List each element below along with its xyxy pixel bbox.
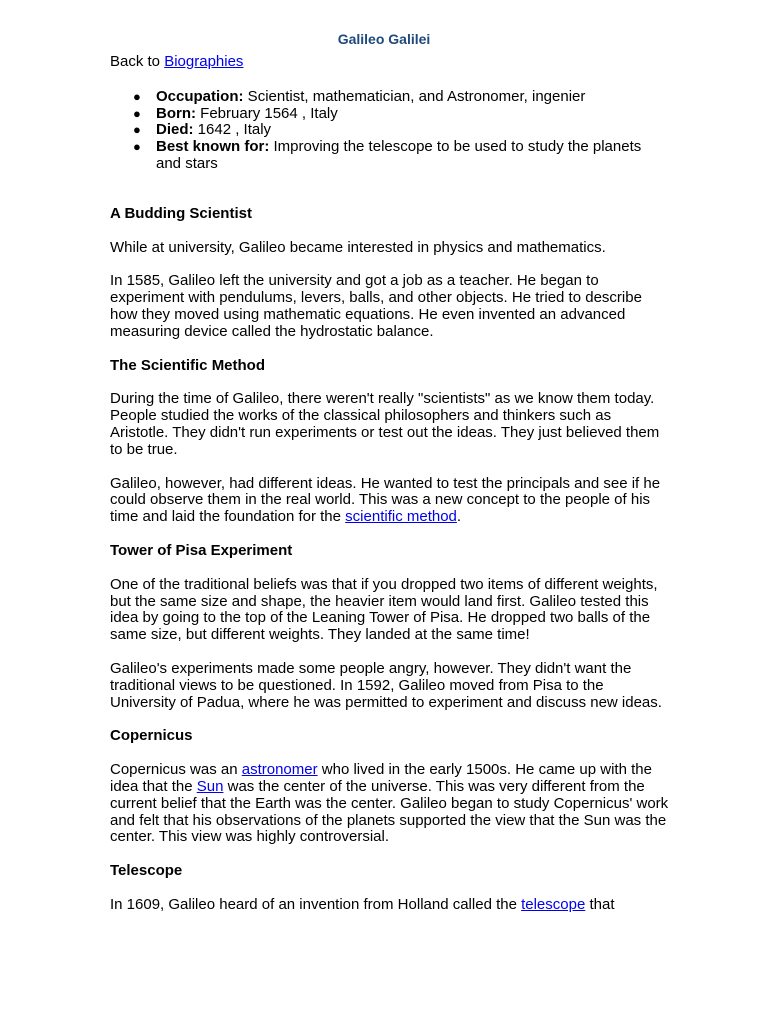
section-heading: Copernicus (110, 727, 193, 745)
document-body (110, 54, 670, 914)
list-item (133, 138, 670, 173)
fact-label: Born: (156, 104, 196, 122)
fact-value: Improving the telescope to be used to study the planets and stars (156, 138, 642, 172)
section-heading: A Budding Scientist (110, 204, 252, 222)
paragraph: During the time of Galileo, there weren't really "scientists" as we know them today. People studied the works of the classical philosophers and thinkers such as Aristotle. They didn't run experiments or test out the ideas. They just believed them to be true. (110, 390, 660, 458)
section-heading: The Scientific Method (110, 356, 266, 374)
fact-label: Best known for: (156, 138, 270, 156)
fact-value: Scientist, mathematician, and Astronomer, ingenier (243, 87, 586, 105)
paragraph: While at university, Galileo became interested in physics and mathematics. (110, 238, 606, 256)
bullet-icon: ● (133, 122, 141, 138)
sun-link[interactable]: Sun (196, 777, 224, 795)
paragraph (110, 897, 670, 914)
telescope-link[interactable]: telescope (521, 895, 586, 913)
list-item (133, 104, 670, 123)
fact-label: Died: (156, 121, 194, 139)
section-heading: Telescope (110, 862, 183, 880)
fact-value: February 1564 , Italy (196, 104, 338, 122)
paragraph (110, 476, 670, 526)
paragraph-text: that (585, 895, 615, 913)
paragraph-text: was the center of the universe. This was very different from the current belief that the Earth was the center. Galileo began to study Copernicus' work and felt that his observations of the planets supported the view that the Sun was the center. This view was highly controversial. (110, 777, 669, 846)
fact-value: 1642 , Italy (193, 121, 272, 139)
paragraph-text: . (456, 508, 462, 526)
paragraph-text: Galileo, however, had different ideas. He wanted to test the principals and see if he could observe them in the real world. This was a new concept to the people of his time and laid the foundation for the (110, 474, 661, 526)
back-prefix: Back to (110, 53, 165, 70)
back-line (110, 54, 670, 71)
paragraph: One of the traditional beliefs was that if you dropped two items of different weights, but the same size and shape, the heavier item would land first. Galileo tested this idea by going to the top of the Leaning Tower of Pisa. He dropped two balls of the same size, but different weights. They landed at the same time! (110, 575, 658, 644)
paragraph: In 1585, Galileo left the university and got a job as a teacher. He began to experiment with pendulums, levers, balls, and other objects. He tried to describe how they moved using mathematic equations. He even invented an advanced measuring device called the hydrostatic balance. (110, 272, 642, 340)
list-item (133, 121, 670, 139)
page-title: Galileo Galilei (337, 31, 431, 47)
scientific-method-link[interactable]: scientific method (345, 508, 457, 526)
astronomer-link[interactable]: astronomer (241, 761, 318, 779)
biographies-link[interactable]: Biographies (164, 53, 244, 70)
section-heading: Tower of Pisa Experiment (110, 541, 293, 559)
paragraph-text: In 1609, Galileo heard of an invention from Holland called the (110, 895, 522, 913)
bullet-icon: ● (133, 139, 141, 155)
paragraph: Galileo's experiments made some people angry, however. They didn't want the traditional views to be questioned. In 1592, Galileo moved from Pisa to the University of Padua, where he was permitted to experiment and discuss new ideas. (110, 659, 662, 711)
facts-list (110, 89, 670, 173)
bullet-icon: ● (133, 105, 141, 121)
paragraph-text: who lived in the early 1500s. He came up with the idea that the (110, 761, 652, 795)
bullet-icon: ● (133, 88, 141, 104)
paragraph (110, 762, 670, 846)
list-item (133, 87, 670, 106)
paragraph-text: Copernicus was an (110, 761, 242, 779)
fact-label: Occupation: (156, 87, 244, 105)
